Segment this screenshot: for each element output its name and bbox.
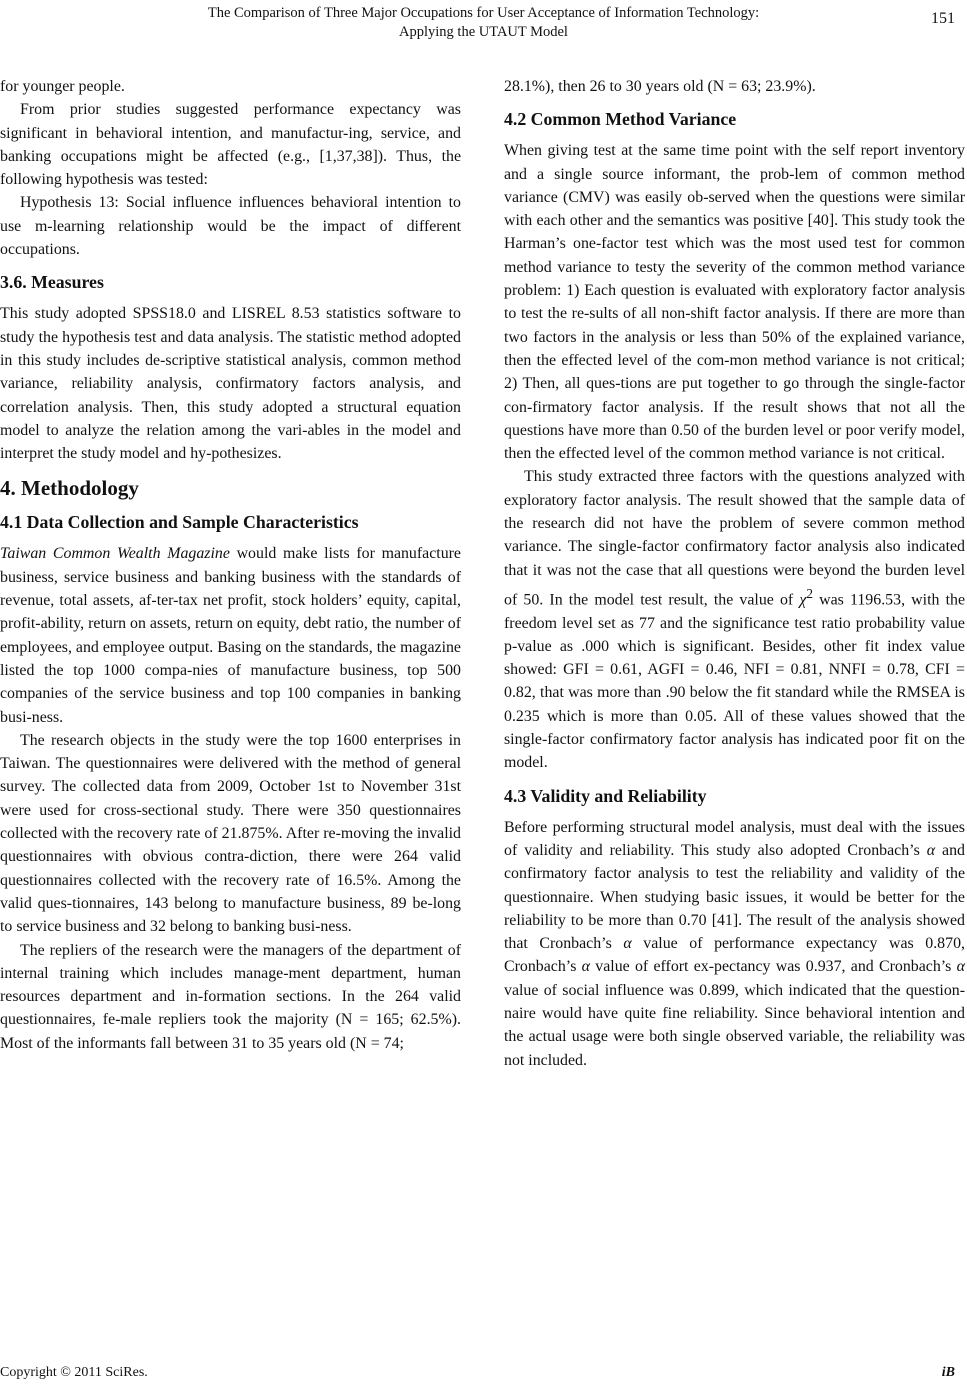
running-title-line1: The Comparison of Three Major Occupations for User Acceptance of Information Technology: (207, 5, 760, 21)
left-column (0, 75, 461, 1055)
section-heading-measures: 3.6. Measures (0, 272, 104, 293)
paragraph: This study adopted SPSS18.0 and LISREL 8.53 statistics software to study the hypothesis test and data analysis. The statistic method adopted in this study includes de-scriptive statistical analysis, common method variance, reliability analysis, confirmatory factors analysis, and correlation analysis. Then, this study adopted a structural equation model to analyze the relation among the vari-ables in the model and interpret the study model and hy-pothesizes. (0, 305, 461, 463)
chi-symbol: χ (799, 591, 807, 609)
paragraph: 28.1%), then 26 to 30 years old (N = 63; 23.9%). (504, 78, 816, 95)
section-heading-data-collection: 4.1 Data Collection and Sample Characteristics (0, 512, 359, 533)
page-number: 151 (931, 10, 955, 27)
paragraph: Before performing structural model analysis, must deal with the issues of validity and reliability. This study also adopted Cronbach’s α and confirmatory factor analysis to test the reliability and validity of the questionnaire. When studying basic issues, it would be better for the reliability to be more than 0.70 [41]. The result of the analysis showed that Cronbach’s α value of performance expectancy was 0.870, Cronbach’s α value of effort ex-pectancy was 0.937, and Cronbach’s α value of social influence was 0.899, which indicated that the question-naire would have quite fine reliability. Since behavioral intention and the actual usage were both single observed variable, the reliability was not included. (504, 818, 965, 1069)
section-heading-methodology: 4. Methodology (0, 476, 139, 501)
running-title-line2: Applying the UTAUT Model (399, 24, 568, 40)
section-heading-cmv: 4.2 Common Method Variance (504, 109, 737, 130)
paragraph: This study extracted three factors with the questions analyzed with exploratory factor analysis. The result showed that the sample data of the research did not have the problem of severe common method variance. The single-factor confirmatory factor analysis also indicated that it was not the case that all questions were beyond the burden level of 50. In the model test result, the value of $\chi^2$ was 1196.53, with the freedom level set as 77 and the significance test ratio probability value p-value as .000 which is significant. Besides, other fit index value showed: GFI = 0.61, AGFI = 0.46, NFI = 0.81, NNFI = 0.78, CFI = 0.82, that was more than .90 below the fit standard while the RMSEA is 0.235 which is more than 0.05. All of these values showed that the single-factor confirmatory factor analysis has indicated poor fit on the model. (504, 468, 966, 772)
paragraph: When giving test at the same time point with the self report inventory and a single source informant, the prob-lem of common method variance (CMV) was easily ob-served when the questions were similar with each other and the semantics was positive [40]. This study took the Harman’s one-factor test which was the most used test for common method variance to testy the severity of the common method variance problem: 1) Each question is evaluated with exploratory factor analysis to test the re-sults of all non-shift factor analysis. If there are more than two factors in the analysis or less than 50% of the explained variance, then the effected level of the com-mon method variance is not critical; 2) Then, all ques-tions are put together to go through the single-factor con-firmatory factor analysis. If the result shows that not all the questions have more than 0.50 of the burden level or poor verify model, then the effected level of the common method variance is not critical. (504, 142, 965, 463)
right-column (504, 75, 965, 1072)
copyright-notice: Copyright © 2011 SciRes. (0, 1365, 148, 1380)
alpha-symbol: α (956, 958, 965, 976)
paragraph: From prior studies suggested performance expectancy was significant in behavioral intention, and manufactur-ing, service, and banking occupations might be affected (e.g., [1,37,38]). Thus, the following hypothesis was tested: (0, 101, 461, 189)
alpha-symbol: α (623, 935, 632, 953)
chi-exponent: 2 (806, 585, 813, 601)
section-heading-validity: 4.3 Validity and Reliability (504, 785, 707, 806)
alpha-symbol: α (581, 958, 590, 976)
paragraph: The research objects in the study were the top 1600 enterprises in Taiwan. The questionnaires were delivered with the method of general survey. The collected data from 2009, October 1st to November 31st were used for cross-sectional study. There were 350 questionnaires collected with the recovery rate of 21.875%. After re-moving the invalid questionnaires with obvious contra-diction, there were 264 valid questionnaires collected with the recovery rate of 16.5%. Among the valid ques-tionnaires, 143 belong to manufacture business, 89 be-long to service business and 32 belong to banking busi-ness. (0, 731, 461, 936)
paragraph: The repliers of the research were the managers of the department of internal training which includes manage-ment department, human resources department and in-formation sections. In the 264 valid questionnaires, fe-male repliers took the majority (N = 165; 62.5%). Most of the informants fall between 31 to 35 years old (N = 74; (0, 941, 461, 1052)
paragraph: for younger people. (0, 78, 125, 95)
journal-abbreviation: iB (941, 1365, 955, 1380)
running-head (0, 4, 967, 42)
hypothesis-13-paragraph: Hypothesis 13: Social influence influences behavioral intention to use m-learning relationship would be the impact of different occupations. (0, 194, 461, 259)
paragraph: Taiwan Common Wealth Magazine would make lists for manufacture business, service business and banking business with the standards of revenue, total assets, af-ter-tax net profit, stock holders’ equity, capital, profit-ability, return on assets, return on equity, debt ratio, the number of employees, and employee output. Basing on the standards, the magazine listed the top 1000 compa-nies of manufacture business, top 500 companies of the service business and top 100 companies in banking busi-ness. (0, 545, 461, 726)
magazine-name: Taiwan Common Wealth Magazine (0, 545, 230, 563)
alpha-symbol: α (926, 841, 936, 859)
